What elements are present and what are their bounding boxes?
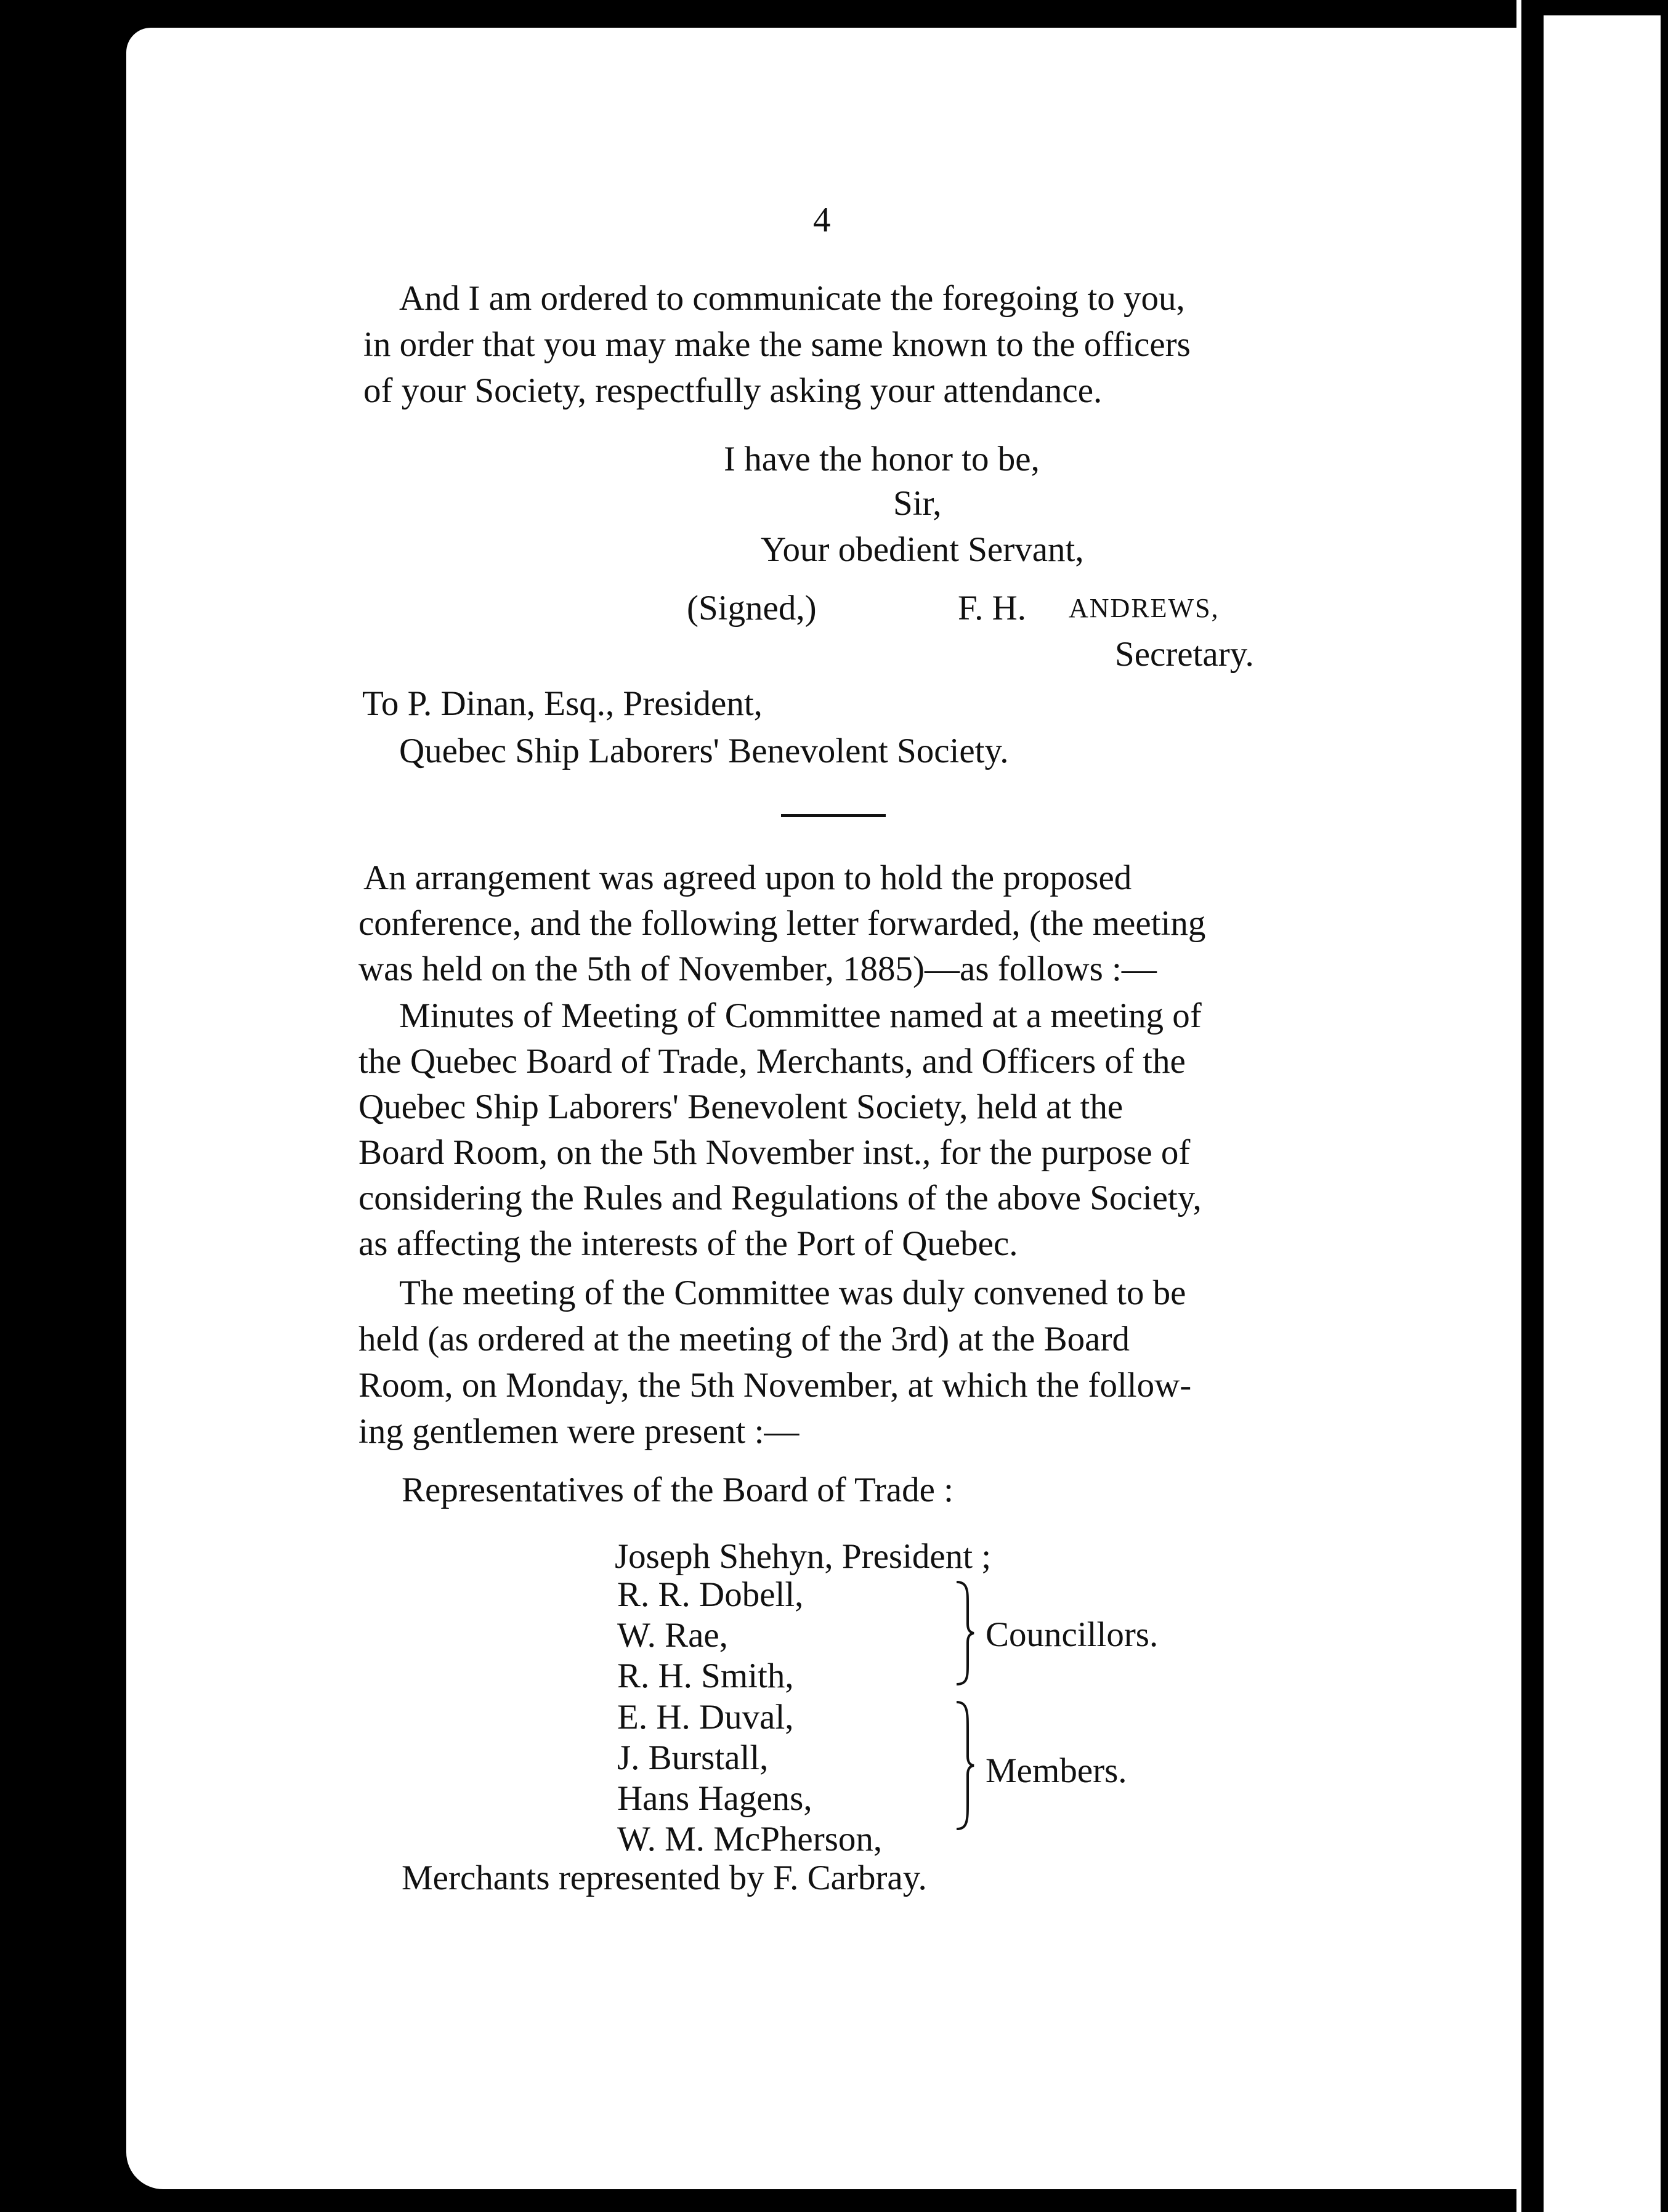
councillors-brace xyxy=(952,1580,976,1687)
paragraph-line: the Quebec Board of Trade, Merchants, and Officers of the xyxy=(358,1042,1186,1081)
page-spine xyxy=(1516,0,1521,2212)
servant-line: Your obedient Servant, xyxy=(761,530,1084,569)
paragraph-line: ing gentlemen were present :— xyxy=(358,1412,800,1451)
section-divider xyxy=(781,814,886,817)
paragraph-line: conference, and the following letter forwarded, (the meeting xyxy=(358,904,1206,943)
page-gap xyxy=(1521,0,1544,2212)
paragraph-line: The meeting of the Committee was duly convened to be xyxy=(399,1274,1186,1312)
representatives-heading: Representatives of the Board of Trade : xyxy=(402,1471,953,1509)
member-name: Hans Hagens, xyxy=(617,1779,812,1818)
salutation: Sir, xyxy=(893,484,942,523)
facing-page-edge xyxy=(1544,15,1661,2212)
councillors-label: Councillors. xyxy=(986,1615,1159,1654)
paragraph-line: Quebec Ship Laborers' Benevolent Society, held at the xyxy=(358,1088,1123,1126)
addressee-line: To P. Dinan, Esq., President, xyxy=(362,684,763,723)
closing-line: I have the honor to be, xyxy=(724,440,1040,478)
addressee-line: Quebec Ship Laborers' Benevolent Society. xyxy=(399,732,1009,770)
member-name: J. Burstall, xyxy=(617,1738,769,1777)
signer-initials: F. H. xyxy=(958,589,1027,628)
members-brace xyxy=(952,1700,976,1832)
councillor-name: W. Rae, xyxy=(617,1616,728,1655)
paragraph-line: considering the Rules and Regulations of the above Society, xyxy=(358,1179,1202,1217)
paragraph-line: Board Room, on the 5th November inst., for the purpose of xyxy=(358,1133,1191,1172)
paragraph-line: Room, on Monday, the 5th November, at which the follow- xyxy=(358,1366,1192,1405)
merchants-line: Merchants represented by F. Carbray. xyxy=(402,1859,927,1897)
president-entry: Joseph Shehyn, President ; xyxy=(615,1537,992,1576)
signer-surname: ANDREWS, xyxy=(1069,593,1220,623)
letter-line: of your Society, respectfully asking your attendance. xyxy=(363,371,1103,410)
signer-title: Secretary. xyxy=(1115,635,1254,674)
paragraph-line: An arrangement was agreed upon to hold the proposed xyxy=(363,858,1132,897)
page-number: 4 xyxy=(813,201,831,240)
paragraph-line: was held on the 5th of November, 1885)—as follows :— xyxy=(358,950,1157,988)
member-name: W. M. McPherson, xyxy=(617,1820,883,1859)
paragraph-line: as affecting the interests of the Port of Quebec. xyxy=(358,1224,1018,1263)
members-label: Members. xyxy=(986,1751,1127,1790)
councillor-name: R. H. Smith, xyxy=(617,1657,794,1695)
letter-line: And I am ordered to communicate the foregoing to you, xyxy=(399,279,1185,318)
letter-line: in order that you may make the same known to the officers xyxy=(363,325,1191,364)
signed-label: (Signed,) xyxy=(687,589,817,628)
paragraph-line: held (as ordered at the meeting of the 3rd) at the Board xyxy=(358,1320,1130,1358)
member-name: E. H. Duval, xyxy=(617,1698,794,1737)
paragraph-line: Minutes of Meeting of Committee named at a meeting of xyxy=(399,996,1202,1035)
councillor-name: R. R. Dobell, xyxy=(617,1575,804,1614)
